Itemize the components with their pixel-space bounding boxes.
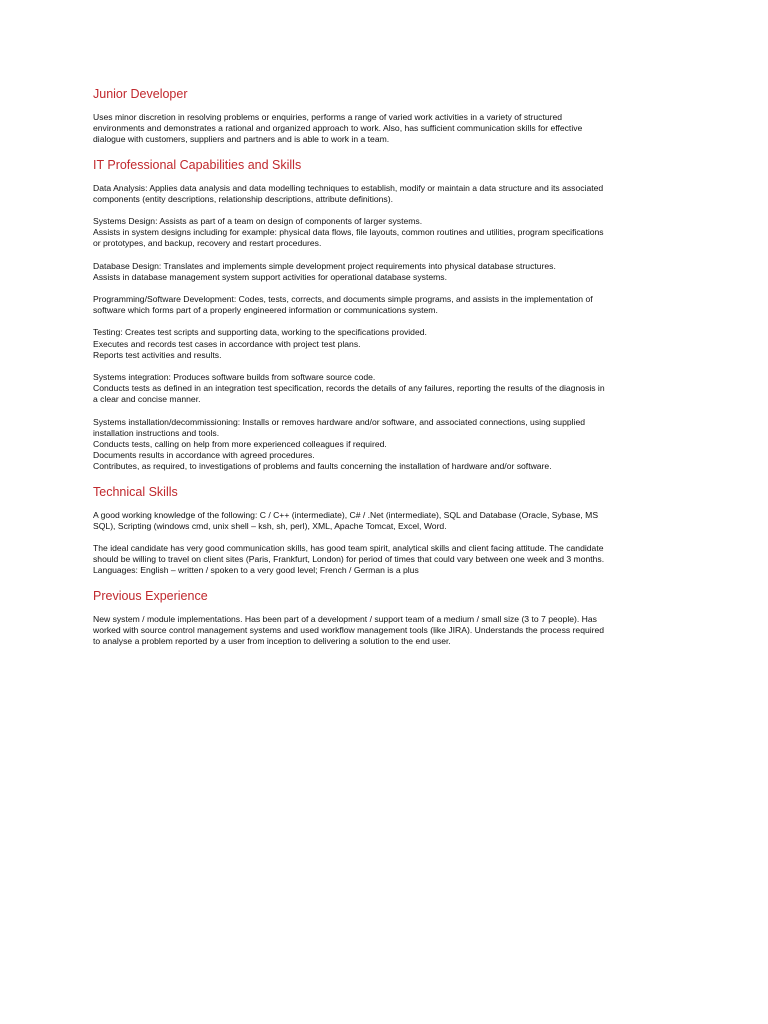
paragraph-ideal-candidate: The ideal candidate has very good communication skills, has good team spirit, analytical skills and client facing attitude. The candidate should be willing to travel on client sites (Paris, Frankfurt, London) for period of times that could vary between one week and 3 months. Languages: English – written / spoken to a very good level; French / German is a plus: [93, 543, 605, 576]
section-heading: Junior Developer: [93, 87, 188, 101]
section-heading: Technical Skills: [93, 484, 178, 499]
paragraph-experience: New system / module implementations. Has been part of a development / support team of a medium / small size (3 to 7 people). Has worked with source control management systems and used workflow management tools (like JIRA). Understands the process required to analyse a problem reported by a user from inception to delivering a solution to the end user.: [93, 613, 605, 647]
paragraph-working-knowledge: A good working knowledge of the following: C / C++ (intermediate), C# / .Net (intermediate), SQL and Database (Oracle, Sybase, MS SQL), Scripting (windows cmd, unix shell – ksh, sh, perl), XML, Apache Tomcat, Excel, Word.: [93, 509, 599, 531]
paragraph: Uses minor discretion in resolving problems or enquiries, performs a range of varied work activities in a variety of structured environments and demonstrates a rational and organized approach to work. Also, has sufficient communication skills for effective dialogue with customers, suppliers and partners and is able to work in a team.: [93, 112, 583, 145]
paragraph-data-analysis: Data Analysis: Applies data analysis and data modelling techniques to establish, modify or maintain a data structure and its associated components (entity descriptions, relationship descriptions, attribute definitions).: [93, 182, 604, 204]
paragraph-systems-integration: Systems integration: Produces software builds from software source code. Conducts tests as defined in an integration test specification, records the details of any failures, reporting the results of the diagnosis in a clear and concise manner.: [93, 372, 605, 405]
paragraph-programming: Programming/Software Development: Codes, tests, corrects, and documents simple programs, and assists in the implementation of software which forms part of a properly engineered information or communications system.: [93, 294, 593, 316]
section-heading: IT Professional Capabilities and Skills: [93, 157, 302, 172]
document-page: [93, 86, 678, 658]
paragraph-systems-design: Systems Design: Assists as part of a team on design of components of larger systems. Assists in system designs including for example: physical data flows, file layouts, common routines and utilities, program specifications or prototypes, and backup, recovery and restart procedures.: [93, 216, 604, 249]
section-heading: Previous Experience: [93, 588, 208, 603]
section-technical-skills: [93, 484, 678, 577]
section-previous-experience: [93, 588, 678, 648]
paragraph-database-design: Database Design: Translates and implements simple development project requirements into physical database structures. Assists in database management system support activities for operational database systems.: [93, 260, 556, 282]
paragraph-systems-installation: Systems installation/decommissioning: Installs or removes hardware and/or software, and associated connections, using supplied installation instructions and tools. Conducts tests, calling on help from more experienced colleagues if required. Documents results in accordance with agreed procedures. Contributes, as required, to investigations of problems and faults concerning the installation of hardware and/or software.: [93, 416, 586, 472]
paragraph-testing: Testing: Creates test scripts and supporting data, working to the specifications provided. Executes and records test cases in accordance with project test plans. Reports test activities and results.: [93, 327, 427, 360]
section-it-capabilities: [93, 157, 678, 473]
section-junior-developer: [93, 86, 678, 146]
